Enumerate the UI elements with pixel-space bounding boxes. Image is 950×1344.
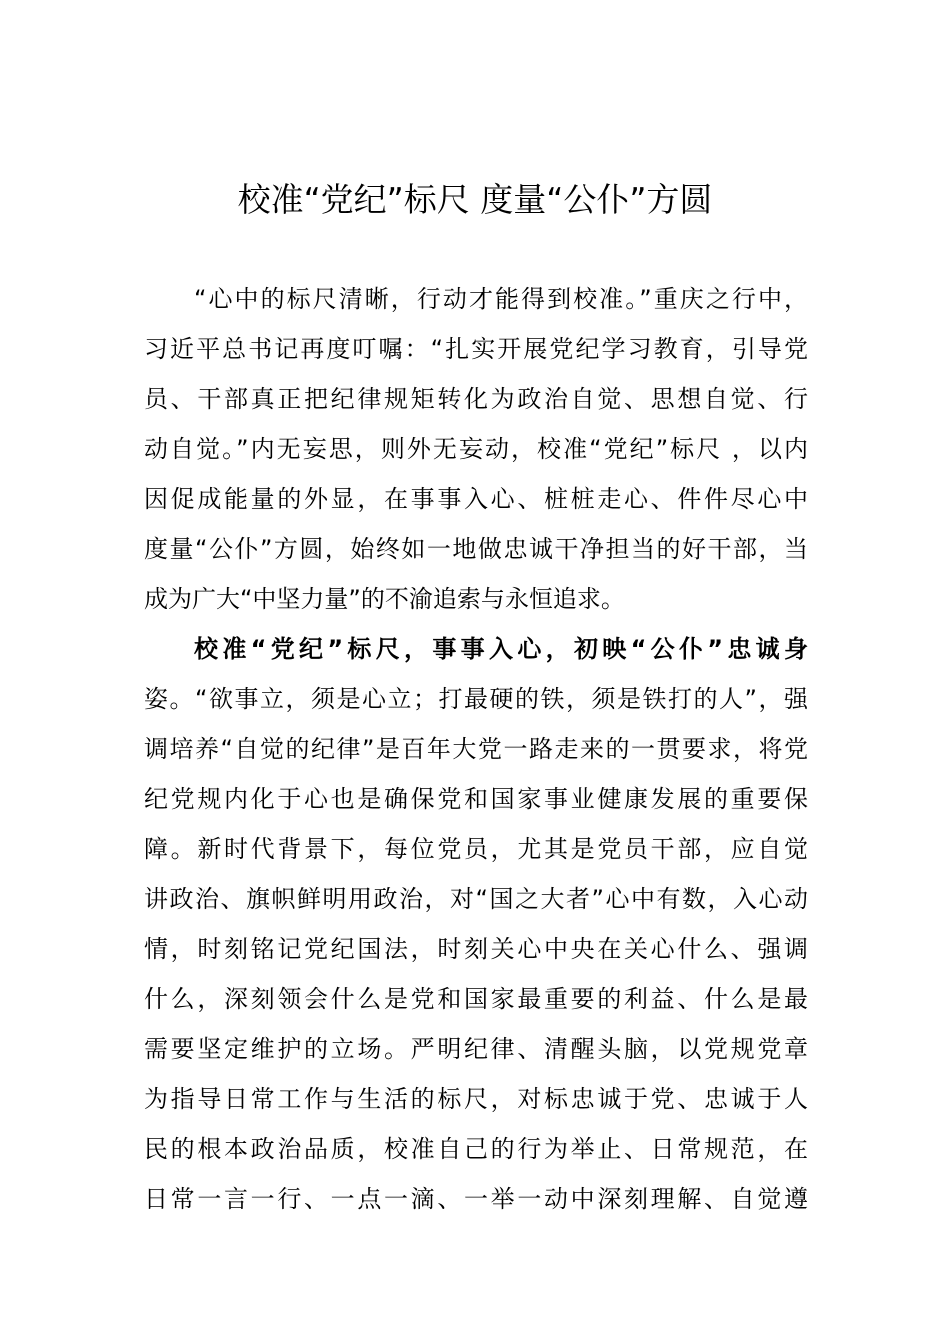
paragraph-line: 讲政治、旗帜鲜明用政治，对“国之大者”心中有数，入心动 bbox=[144, 885, 808, 913]
paragraph-line: 调培养“自觉的纪律”是百年大党一路走来的一贯要求，将党 bbox=[144, 735, 808, 763]
paragraph-line: 员、干部真正把纪律规矩转化为政治自觉、思想自觉、行 bbox=[144, 385, 808, 413]
paragraph-line: 需要坚定维护的立场。严明纪律、清醒头脑，以党规党章 bbox=[144, 1035, 808, 1063]
paragraph-line: 习近平总书记再度叮嘱：“扎实开展党纪学习教育，引导党 bbox=[144, 335, 808, 363]
paragraph-1 bbox=[144, 274, 808, 624]
paragraph-line: 姿。“欲事立，须是心立；打最硬的铁，须是铁打的人”，强 bbox=[144, 685, 808, 713]
paragraph-line: 障。新时代背景下，每位党员，尤其是党员干部，应自觉 bbox=[144, 835, 808, 863]
paragraph-line: 度量“公仆”方圆，始终如一地做忠诚干净担当的好干部，当 bbox=[144, 535, 808, 563]
paragraph-line: “心中的标尺清晰，行动才能得到校准。”重庆之行中， bbox=[194, 285, 808, 313]
paragraph-line: 因促成能量的外显，在事事入心、桩桩走心、件件尽心中 bbox=[144, 485, 808, 513]
paragraph-line: 为指导日常工作与生活的标尺，对标忠诚于党、忠诚于人 bbox=[144, 1085, 808, 1113]
document-title: 校准“党纪”标尺 度量“公仆”方圆 bbox=[237, 180, 713, 219]
paragraph-2 bbox=[144, 624, 808, 1224]
paragraph-line: 动自觉。”内无妄思，则外无妄动，校准“党纪”标尺 ，以内 bbox=[144, 435, 808, 463]
paragraph-line: 纪党规内化于心也是确保党和国家事业健康发展的重要保 bbox=[144, 785, 808, 813]
paragraph-line: 什么，深刻领会什么是党和国家最重要的利益、什么是最 bbox=[144, 985, 808, 1013]
paragraph-lead-heading: 校准“党纪”标尺，事事入心，初映“公仆”忠诚身 bbox=[194, 635, 808, 663]
document-body bbox=[144, 274, 808, 1224]
paragraph-line: 情，时刻铭记党纪国法，时刻关心中央在关心什么、强调 bbox=[144, 935, 808, 963]
paragraph-line: 日常一言一行、一点一滴、一举一动中深刻理解、自觉遵 bbox=[144, 1185, 808, 1213]
paragraph-line: 成为广大“中坚力量”的不渝追索与永恒追求。 bbox=[144, 585, 625, 613]
paragraph-line: 民的根本政治品质，校准自己的行为举止、日常规范，在 bbox=[144, 1135, 808, 1163]
